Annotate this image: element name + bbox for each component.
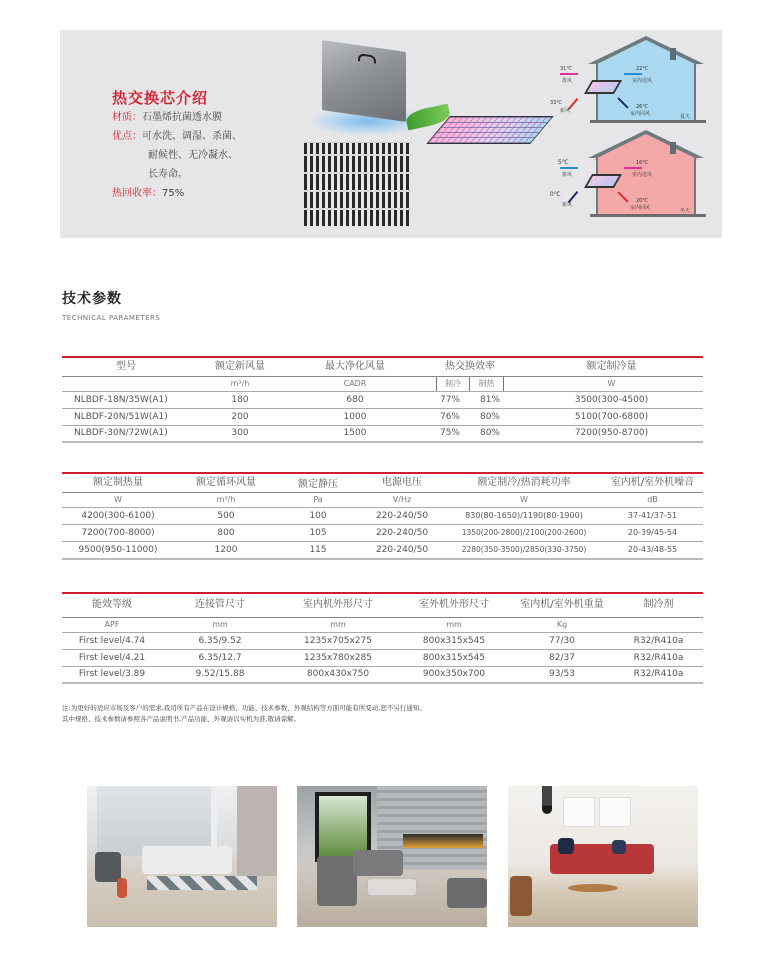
- supply-label: 室内送风: [632, 172, 653, 178]
- header-cooling: 额定制冷量: [520, 357, 703, 376]
- cell: 1000: [290, 408, 420, 425]
- cell: 1235x705x275: [278, 632, 398, 649]
- coffee-table: [568, 884, 618, 892]
- supply-label: 室内送风: [632, 78, 653, 84]
- table-row: [62, 542, 703, 559]
- cell: 4200(300-6100): [62, 508, 174, 525]
- unit-cell: W: [446, 493, 602, 508]
- wood-chair: [510, 876, 532, 916]
- cell: 180: [190, 391, 290, 408]
- living-room-photo-1: [87, 786, 277, 927]
- header-efficiency: 热交换效率: [420, 357, 520, 376]
- artwork-1: [564, 798, 594, 826]
- cell: 1235x780x285: [278, 649, 398, 666]
- ground-line: [590, 120, 706, 123]
- recovery-value: 75%: [162, 188, 185, 199]
- cell: 680: [290, 391, 420, 408]
- cell: 5100(700-6800): [520, 408, 703, 425]
- cell: 9500(950-11000): [62, 542, 174, 559]
- unit-cell: m³/h: [174, 493, 278, 508]
- heat-exchange-core-diagram: [426, 116, 553, 144]
- coffee-table: [367, 878, 417, 896]
- unit-cell: mm: [398, 617, 510, 632]
- cell: 800x315x545: [398, 632, 510, 649]
- fireplace: [403, 834, 483, 848]
- advantages-line-1: 可水洗、调湿、杀菌、: [142, 131, 242, 142]
- table-header-row: [62, 473, 703, 493]
- table-row: [62, 666, 703, 683]
- cell: 37-41/37-51: [602, 508, 703, 525]
- rug: [147, 876, 257, 890]
- supply-temp: 16℃: [636, 160, 648, 166]
- cell: 300: [190, 425, 290, 442]
- unit-cell: W: [520, 376, 703, 391]
- note-line-2: 其中规格、技术参数请参照各产品说明书,产品功能、外观请以实机为准,敬请谅解。: [62, 715, 301, 723]
- header-outdoor-size: 室外机外形尺寸: [398, 593, 510, 617]
- advantages-line: [112, 127, 242, 146]
- header-refrigerant: 制冷剂: [614, 593, 703, 617]
- unit-cell: dB: [602, 493, 703, 508]
- cell: 2280(350-3500)/2850(330-3750): [446, 542, 602, 559]
- cell: R32/R410a: [614, 632, 703, 649]
- exchanger-core-box-image: [322, 40, 406, 122]
- unit-cell: mm: [162, 617, 278, 632]
- membrane-grille-image: [304, 142, 412, 226]
- table-row: [62, 632, 703, 649]
- sofa: [142, 846, 232, 874]
- cushion: [558, 838, 574, 854]
- cell: First level/3.89: [62, 666, 162, 683]
- unit-cell: APF: [62, 617, 162, 632]
- living-room-photo-2: [297, 786, 487, 927]
- spec-table-3: [62, 592, 703, 684]
- unit-cell: V/Hz: [358, 493, 446, 508]
- exhaust-temp: 5℃: [558, 159, 569, 166]
- recovery-label: 热回收率：: [112, 188, 162, 199]
- spec-table-2: [62, 472, 703, 560]
- return-temp: 20℃: [636, 198, 648, 204]
- cell: 220-240/50: [358, 542, 446, 559]
- header-energy-class: 能效等级: [62, 593, 162, 617]
- cell-eff-heat: 81%: [479, 394, 500, 405]
- section-title: 技术参数: [62, 291, 122, 307]
- advantages-line-2: 耐候性、无冷凝水、: [148, 150, 238, 161]
- cell-eff-cool: 76%: [439, 411, 460, 422]
- wall: [237, 786, 277, 876]
- return-label: 室内回风: [630, 111, 651, 117]
- house-roof-fill: [593, 40, 699, 66]
- cell: R32/R410a: [614, 649, 703, 666]
- cell: 115: [278, 542, 358, 559]
- armchair: [95, 852, 121, 882]
- cell: 100: [278, 508, 358, 525]
- fresh-label: 新风: [560, 108, 571, 114]
- header-noise: 室内机/室外机噪音: [602, 473, 703, 493]
- cell: 800x430x750: [278, 666, 398, 683]
- unit-cell: Pa: [278, 493, 358, 508]
- cell-efficiency: [420, 425, 520, 442]
- material-label: 材质：: [112, 112, 142, 123]
- summer-house-diagram: [540, 36, 710, 128]
- cell-model: NLBDF-30N/72W(A1): [62, 425, 190, 442]
- cell: 1350(200-2800)/2100(200-2600): [446, 525, 602, 542]
- cell: 800x315x545: [398, 649, 510, 666]
- intro-title: 热交换芯介绍: [112, 89, 209, 107]
- exhaust-arrow: [560, 167, 578, 169]
- cell: 7200(700-8000): [62, 525, 174, 542]
- header-weight: 室内机/室外机重量: [510, 593, 614, 617]
- cell-eff-cool: 75%: [439, 428, 460, 439]
- header-indoor-size: 室内机外形尺寸: [278, 593, 398, 617]
- exhaust-temp: 31℃: [560, 66, 572, 72]
- unit-cell: W: [62, 493, 174, 508]
- cell: 900x350x700: [398, 666, 510, 683]
- section-subtitle: TECHNICAL PARAMETERS: [62, 314, 161, 322]
- advantages-line-3: 长寿命。: [148, 169, 188, 180]
- material-line: [112, 108, 242, 127]
- season-label: 冬天: [680, 208, 691, 214]
- unit-cell: Kg: [510, 617, 614, 632]
- cell: R32/R410a: [614, 666, 703, 683]
- header-model: 型号: [62, 357, 190, 376]
- ottoman: [447, 878, 487, 908]
- cell: 830(80-1650)/1190(80-1900): [446, 508, 602, 525]
- unit-cell: [614, 617, 703, 632]
- side-table: [117, 878, 127, 898]
- pendant-lamp: [542, 786, 552, 814]
- table-header-row: [62, 593, 703, 617]
- disclaimer-note: [62, 703, 426, 725]
- table-row: [62, 408, 703, 425]
- cell: 20-39/45-54: [602, 525, 703, 542]
- cell: 200: [190, 408, 290, 425]
- header-pipe-size: 连接管尺寸: [162, 593, 278, 617]
- table-row: [62, 391, 703, 408]
- cell: 105: [278, 525, 358, 542]
- table-row: [62, 525, 703, 542]
- header-circulation: 额定循环风量: [174, 473, 278, 493]
- unit-cell-efficiency: [420, 376, 520, 391]
- advantages-label: 优点：: [112, 131, 142, 142]
- return-label: 室内回风: [630, 205, 651, 211]
- table-unit-row: [62, 376, 703, 391]
- ground-line: [590, 214, 706, 217]
- chimney: [670, 48, 676, 60]
- unit-cooling: 制冷: [436, 377, 470, 391]
- header-fresh-air: 额定新风量: [190, 357, 290, 376]
- fresh-temp: 33℃: [550, 100, 562, 106]
- cell-eff-heat: 80%: [479, 428, 500, 439]
- supply-arrow: [624, 167, 642, 169]
- table-row: [62, 508, 703, 525]
- cushion: [612, 840, 626, 854]
- unit-cell: mm: [278, 617, 398, 632]
- spec-table-1: [62, 356, 703, 443]
- cell: 20-43/48-55: [602, 542, 703, 559]
- material-value: 石墨烯抗菌透水膜: [142, 112, 222, 123]
- fresh-label: 新风: [562, 202, 573, 208]
- cell-eff-cool: 77%: [439, 394, 460, 405]
- supply-temp: 22℃: [636, 66, 648, 72]
- header-heating: 额定制热量: [62, 473, 174, 493]
- heat-exchanger-banner: [60, 30, 722, 238]
- cell: 6.35/9.52: [162, 632, 278, 649]
- cell: 6.35/12.7: [162, 649, 278, 666]
- cell: First level/4.74: [62, 632, 162, 649]
- cell-efficiency: [420, 391, 520, 408]
- cell-model: NLBDF-18N/35W(A1): [62, 391, 190, 408]
- exhaust-label: 排风: [562, 172, 573, 178]
- recovery-line: [112, 184, 242, 203]
- intro-text-block: [112, 88, 242, 203]
- cell: First level/4.21: [62, 649, 162, 666]
- cell: 82/37: [510, 649, 614, 666]
- table-header-row: [62, 357, 703, 376]
- table-row: [62, 425, 703, 442]
- cell: 1200: [174, 542, 278, 559]
- cell: 7200(950-8700): [520, 425, 703, 442]
- unit-cell: m³/h: [190, 376, 290, 391]
- cell-model: NLBDF-20N/51W(A1): [62, 408, 190, 425]
- header-max-purify: 最大净化风量: [290, 357, 420, 376]
- cell: 9.52/15.88: [162, 666, 278, 683]
- cell: 93/53: [510, 666, 614, 683]
- cell: 500: [174, 508, 278, 525]
- table-row: [62, 649, 703, 666]
- unit-heating: 制热: [470, 377, 504, 391]
- season-label: 夏天: [680, 114, 691, 120]
- cell: 77/30: [510, 632, 614, 649]
- header-voltage: 电源电压: [358, 473, 446, 493]
- cell: 220-240/50: [358, 508, 446, 525]
- header-power: 额定制冷/热消耗功率: [446, 473, 602, 493]
- chimney: [670, 142, 676, 154]
- artwork-2: [600, 798, 630, 826]
- unit-cell: [62, 376, 190, 391]
- cell: 220-240/50: [358, 525, 446, 542]
- table-unit-row: [62, 617, 703, 632]
- cell: 1500: [290, 425, 420, 442]
- sofa-back: [353, 850, 403, 876]
- table-unit-row: [62, 493, 703, 508]
- unit-cell: CADR: [290, 376, 420, 391]
- exhaust-label: 排风: [562, 78, 573, 84]
- fresh-temp: 0℃: [550, 191, 561, 198]
- cell-eff-heat: 80%: [479, 411, 500, 422]
- return-temp: 26℃: [636, 104, 648, 110]
- winter-house-diagram: [540, 130, 710, 222]
- cell: 3500(300-4500): [520, 391, 703, 408]
- cell-efficiency: [420, 408, 520, 425]
- header-static-pressure: 额定静压: [278, 473, 358, 493]
- note-line-1: 注:为更好的适应市场及客户的需求,我司所有产品在设计规格、功能、技术参数、外观结构等方面可能有所变动,恕不另行通知。: [62, 704, 426, 712]
- exhaust-arrow: [560, 73, 578, 75]
- cell: 800: [174, 525, 278, 542]
- living-room-photo-3: [508, 786, 698, 927]
- house-roof-fill: [593, 134, 699, 160]
- supply-arrow: [624, 73, 642, 75]
- sofa: [317, 856, 357, 906]
